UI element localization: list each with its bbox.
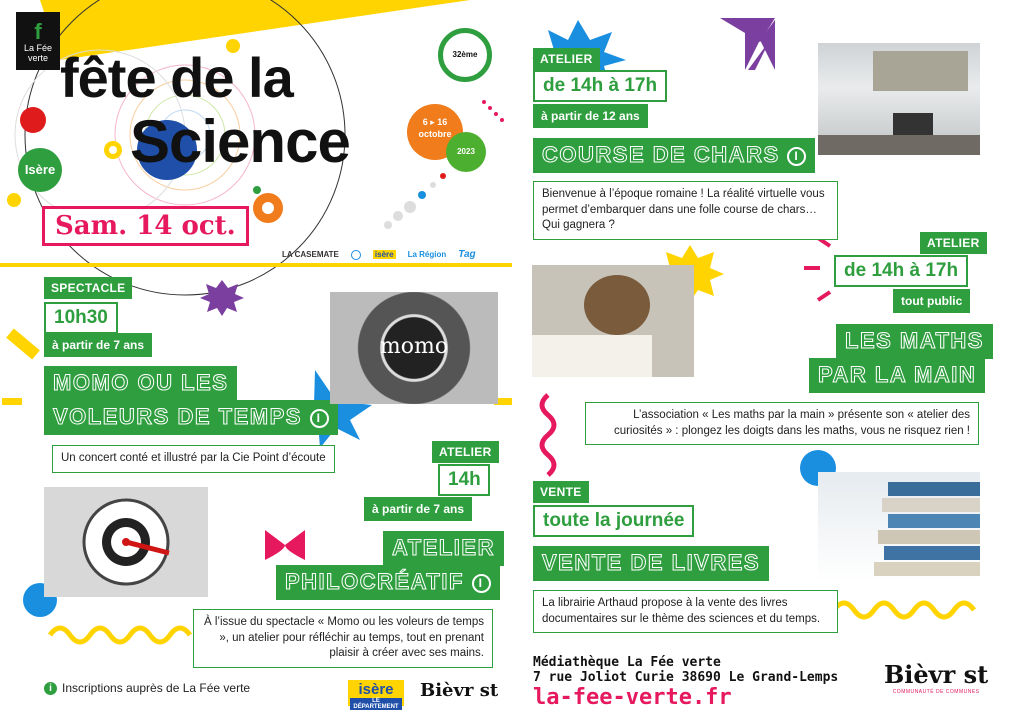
book [888, 482, 980, 496]
pinecone [584, 275, 650, 335]
event-age: tout public [893, 289, 970, 313]
event-age: à partir de 12 ans [533, 104, 648, 128]
event-title [44, 366, 237, 401]
book [884, 546, 980, 560]
event-title-line: MOMO OU LES [53, 370, 229, 395]
edition-badge [438, 28, 492, 82]
clock-image [44, 487, 208, 597]
website-link[interactable]: la-fee-verte.fr [533, 685, 732, 710]
book [882, 498, 980, 512]
event-title: ATELIER [383, 531, 504, 566]
bievre-logo-small: Bièvr st [420, 680, 499, 701]
event-time: toute la journée [533, 505, 694, 537]
books-image [818, 472, 980, 582]
event-age: à partir de 7 ans [364, 497, 472, 521]
event-title [276, 565, 500, 600]
partner-casemate: LA CASEMATE [282, 250, 339, 259]
year-badge [446, 132, 486, 172]
region-text: Isère [24, 162, 56, 177]
partner-logos [282, 249, 476, 260]
address-line1: Médiathèque La Fée verte [533, 655, 721, 670]
partner-tag: Tag [458, 249, 476, 260]
event-description: La librairie Arthaud propose à la vente des livres documentaires sur le thème des sciences et du temps. [533, 590, 838, 633]
event-time: de 14h à 17h [533, 70, 667, 102]
info-icon[interactable]: I [787, 147, 806, 166]
event-tag: SPECTACLE [44, 277, 132, 299]
paper-sheet [532, 335, 652, 377]
event-title: PAR LA MAIN [809, 358, 985, 393]
gear-clock-icon [44, 487, 208, 597]
info-icon[interactable]: I [310, 409, 329, 428]
projection-screen [873, 51, 968, 91]
partner-region: La Région [407, 250, 447, 259]
event-tag: ATELIER [432, 441, 499, 463]
region-badge [18, 148, 62, 192]
event-time: de 14h à 17h [834, 255, 968, 287]
event-tag: ATELIER [533, 48, 600, 70]
event-description: Un concert conté et illustré par la Cie Point d’écoute [52, 445, 335, 473]
pinecone-image [532, 265, 694, 377]
inscriptions-text: Inscriptions auprès de La Fée verte [62, 681, 251, 695]
bievre-logo [884, 660, 988, 695]
book [878, 530, 980, 544]
info-icon: i [44, 682, 57, 695]
partner-icon [351, 250, 361, 260]
logo-text: La Fée verte [23, 43, 53, 64]
address-line2: 7 rue Joliot Curie 38690 Le Grand-Lemps [533, 669, 839, 685]
event-age: à partir de 7 ans [44, 333, 152, 357]
momo-image-label: momo [379, 334, 449, 359]
event-description: Bienvenue à l’époque romaine ! La réalité virtuelle vous permet d’embarquer dans une folle course de chars… Qui gagnera ? [533, 181, 838, 240]
momo-image [330, 292, 498, 404]
book [888, 514, 980, 528]
event-title [533, 138, 815, 173]
event-title [44, 400, 338, 435]
vr-room-image [818, 43, 980, 155]
event-title: VENTE DE LIVRES [533, 546, 769, 581]
bievre-logo-text: Bièvr st [884, 660, 989, 689]
event-title-line: PHILOCRÉATIF [285, 569, 464, 594]
inscriptions-note [44, 681, 250, 695]
event-title-line1: fête de la [60, 46, 293, 109]
event-title-line: COURSE DE CHARS [542, 142, 780, 167]
dates-text: 6 ▸ 16 [422, 117, 448, 127]
event-tag: ATELIER [920, 232, 987, 254]
event-description: L’association « Les maths par la main » présente son « atelier des curiosités » : plongez les doigts dans les maths, vous ne risquez rien ! [585, 402, 979, 445]
event-description: À l’issue du spectacle « Momo ou les voleurs de temps », un atelier pour réfléchir au temps, tout en prenant plaisir à créer avec ses mains. [193, 609, 493, 668]
date-banner: Sam. 14 oct. [42, 206, 249, 246]
table [818, 135, 980, 155]
isere-logo-text: isère [358, 681, 394, 698]
fee-verte-logo: f La Fée verte [16, 12, 60, 70]
isere-logo [348, 680, 404, 710]
event-time: 10h30 [44, 302, 118, 334]
event-title: LES MATHS [836, 324, 993, 359]
isere-logo-sub: LE DÉPARTEMENT [350, 698, 402, 710]
event-title-line: VOLEURS DE TEMPS [53, 404, 302, 429]
edition-text: 32ème [452, 50, 478, 59]
book [874, 562, 980, 576]
event-title-line2: Science [130, 108, 350, 175]
address-block [533, 656, 838, 686]
partner-isere: isère [374, 250, 394, 259]
event-tag: VENTE [533, 481, 589, 503]
month-text: octobre [418, 128, 452, 139]
info-icon[interactable]: I [472, 574, 491, 593]
bievre-logo-sub: COMMUNAUTÉ DE COMMUNES [892, 689, 980, 695]
year-text: 2023 [457, 147, 475, 156]
event-time: 14h [438, 464, 490, 496]
